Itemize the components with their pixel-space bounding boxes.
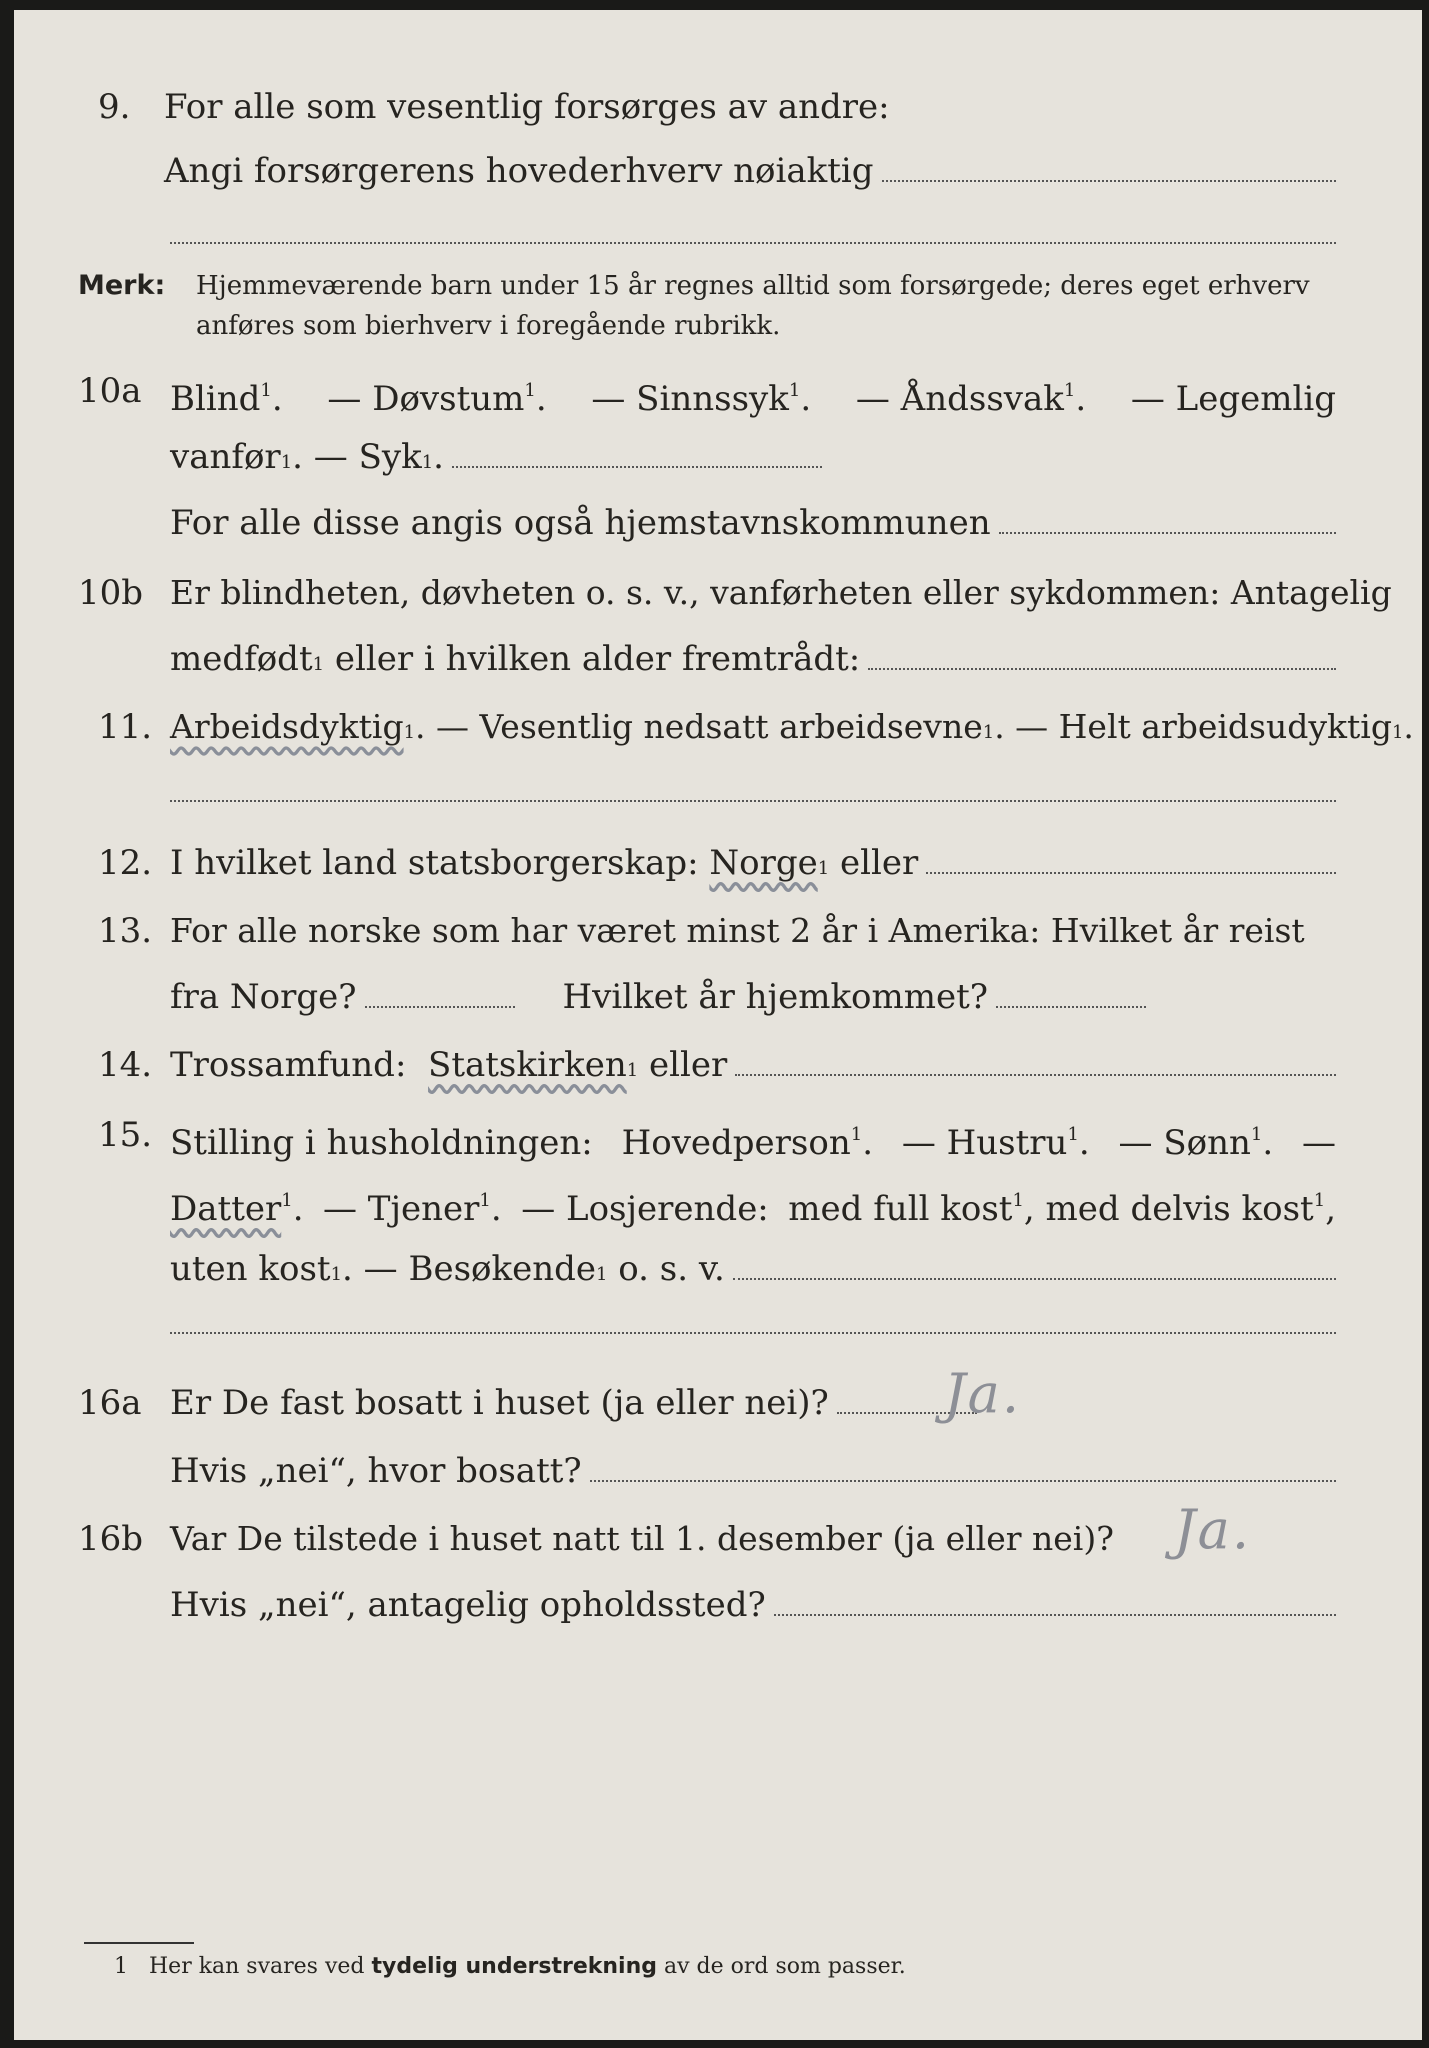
question-10a-line3: For alle disse angis også hjemstavnskommunen: [14, 492, 1422, 554]
option-datter[interactable]: Datter: [170, 1189, 282, 1229]
question-16b-line2: Hvis „nei“, antagelig opholdssted?: [14, 1574, 1422, 1636]
option-arbeidsdyktig[interactable]: Arbeidsdyktig: [170, 707, 404, 746]
question-11: 11. Arbeidsdyktig 1 . — Vesentlig nedsatt arbeidsevne 1 . — Helt arbeidsudyktig 1 .: [14, 696, 1422, 758]
answer-line[interactable]: [170, 242, 1336, 244]
handwritten-answer: Ja.: [1174, 1498, 1252, 1561]
handwritten-answer: Ja.: [944, 1362, 1022, 1425]
question-13-line1: 13. For alle norske som har været minst 2 år i Amerika: Hvilket år reist: [14, 900, 1422, 962]
question-number: 11.: [98, 707, 153, 747]
answer-line[interactable]: [999, 531, 1336, 534]
question-13-line2: fra Norge? Hvilket år hjemkommet?: [14, 966, 1422, 1028]
question-9-line1: 9. For alle som vesentlig forsørges av andre:: [14, 76, 1422, 138]
question-15-line3: uten kost 1 . — Besøkende 1 o. s. v.: [14, 1238, 1422, 1300]
question-number: 14.: [98, 1045, 153, 1085]
question-15-line2: Datter$^1$. — Tjener$^1$. — Losjerende: med full kost$^1$, med delvis kost$^1$,: [170, 1189, 1336, 1229]
answer-line[interactable]: [590, 1479, 1336, 1482]
answer-line[interactable]: [733, 1277, 1336, 1280]
answer-line[interactable]: [452, 465, 822, 468]
note-block: [78, 266, 1336, 350]
question-12: 12. I hvilket land statsborgerskap: Norge 1 eller: [14, 832, 1422, 894]
answer-line[interactable]: [735, 1073, 1336, 1076]
note-line-2: anføres som bierhverv i foregående rubrikk.: [196, 311, 781, 341]
question-number: 12.: [98, 843, 153, 883]
answer-line[interactable]: [926, 871, 1336, 874]
footnote-divider: [84, 1942, 194, 1944]
question-10a-line1: 10a Blind$^1$. — Døvstum$^1$. — Sinnssyk$^1$. — Åndssvak$^1$. — Legemlig: [14, 360, 1422, 422]
option-norge[interactable]: Norge: [709, 843, 818, 883]
question-14: 14. Trossamfund: Statskirken 1 eller: [14, 1034, 1422, 1096]
question-10a-line2: vanfør 1 . — Syk 1 .: [14, 426, 1422, 488]
question-10b-line1: 10b Er blindheten, døvheten o. s. v., vanførheten eller sykdommen: Antagelig: [14, 562, 1422, 624]
question-16b-line1: 16b Var De tilstede i huset natt til 1. desember (ja eller nei)?: [14, 1508, 1422, 1570]
question-10b-line2: medfødt 1 eller i hvilken alder fremtrådt:: [14, 628, 1422, 690]
question-number: 16a: [78, 1383, 142, 1423]
question-number: 10a: [78, 371, 142, 411]
question-number: 13.: [98, 911, 153, 951]
question-number: 15.: [98, 1115, 153, 1155]
question-9-line2: Angi forsørgerens hovederhverv nøiaktig: [14, 140, 1422, 202]
question-16a-line1: 16a Er De fast bosatt i huset (ja eller nei)?: [14, 1372, 1422, 1434]
question-number: 16b: [78, 1519, 144, 1559]
question-15-line1: 15. Stilling i husholdningen: Hovedperson$^1$. — Hustru$^1$. — Sønn$^1$. —: [14, 1104, 1422, 1166]
answer-line[interactable]: [882, 179, 1336, 182]
answer-line[interactable]: [868, 667, 1336, 670]
answer-line[interactable]: [774, 1613, 1336, 1616]
answer-line[interactable]: [365, 1005, 515, 1008]
answer-line[interactable]: [996, 1005, 1146, 1008]
question-number: 9.: [98, 87, 131, 127]
question-number: 10b: [78, 573, 144, 613]
census-form-page: [14, 10, 1422, 2040]
option-statskirken[interactable]: Statskirken: [428, 1045, 627, 1085]
answer-line[interactable]: [170, 1332, 1336, 1334]
question-16a-line2: Hvis „nei“, hvor bosatt?: [14, 1440, 1422, 1502]
note-label: Merk:: [78, 270, 166, 301]
footnote: 1 Her kan svares ved tydelig understrekning av de ord som passer.: [114, 1954, 906, 1979]
answer-line[interactable]: [170, 800, 1336, 802]
note-line-1: Hjemmeværende barn under 15 år regnes alltid som forsørgede; deres eget erhverv: [196, 271, 1310, 301]
